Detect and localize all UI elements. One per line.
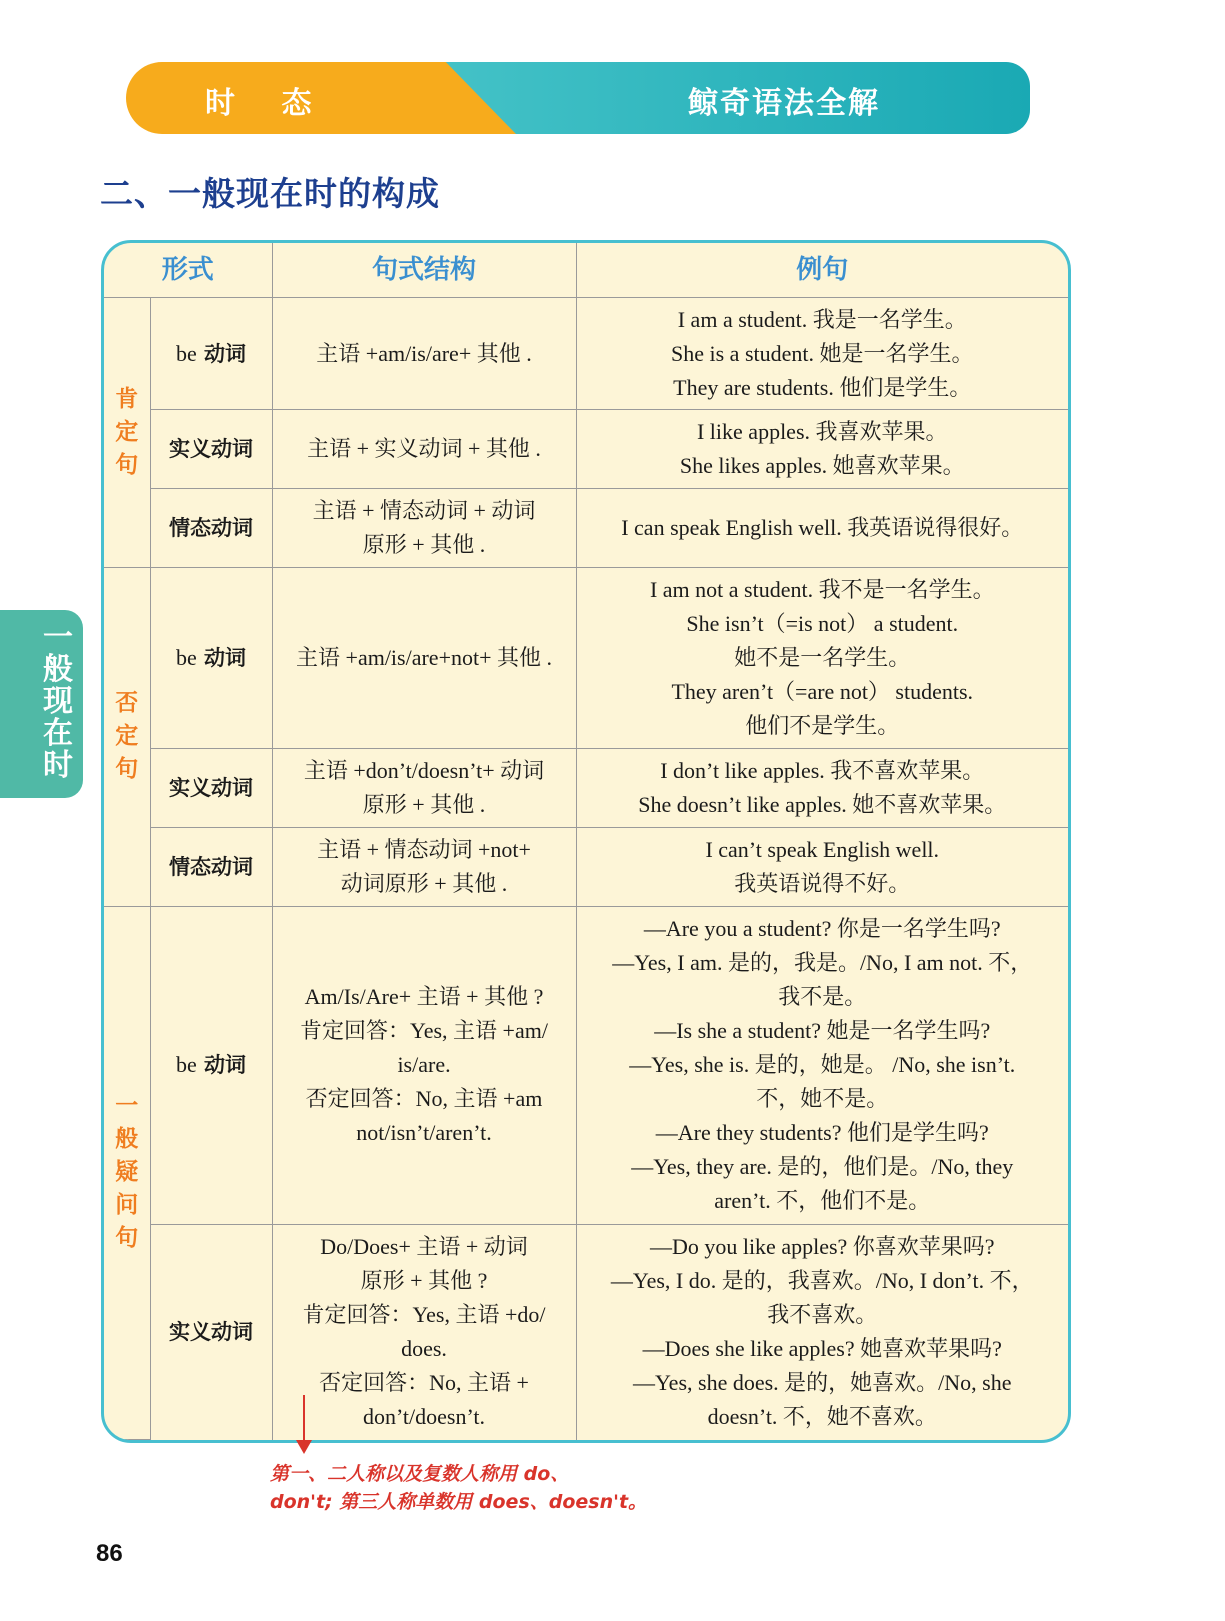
- side-tab-label: 一般现在时: [43, 620, 73, 783]
- structure-cell: 主语 +am/is/are+not+ 其他 .: [272, 567, 576, 748]
- chapter-label: 时 态: [205, 86, 330, 121]
- form-cell: be 动词: [150, 906, 272, 1224]
- header-form: 形式: [104, 243, 272, 298]
- structure-cell: 主语 +am/is/are+ 其他 .: [272, 298, 576, 410]
- example-cell: I am a student. 我是一名学生。 She is a student. 她是一名学生。 They are students. 他们是学生。: [576, 298, 1068, 410]
- example-cell: I can speak English well. 我英语说得很好。: [576, 489, 1068, 568]
- handwritten-note: 第一、二人称以及复数人称用 do、 don't; 第三人称单数用 does、doesn't。: [270, 1463, 648, 1513]
- structure-cell: 主语 + 实义动词 + 其他 .: [272, 410, 576, 489]
- header-example: 例句: [576, 243, 1068, 298]
- structure-cell: 主语 +don’t/doesn’t+ 动词 原形 + 其他 .: [272, 748, 576, 827]
- form-cell: 实义动词: [150, 748, 272, 827]
- table-row: [104, 827, 1068, 906]
- table-row: [104, 489, 1068, 568]
- grammar-table: [101, 240, 1071, 1443]
- table-row: [104, 1225, 1068, 1440]
- category-negative: 否 定 句: [104, 567, 150, 906]
- example-cell: I like apples. 我喜欢苹果。 She likes apples. 她喜欢苹果。: [576, 410, 1068, 489]
- form-cell: 情态动词: [150, 827, 272, 906]
- table-header-row: [104, 243, 1068, 298]
- section-title: 二、一般现在时的构成: [100, 174, 440, 213]
- note-arrow-head: [296, 1440, 312, 1454]
- form-cell: 情态动词: [150, 489, 272, 568]
- form-cell: 实义动词: [150, 410, 272, 489]
- example-cell: I am not a student. 我不是一名学生。 She isn’t（=is not） a student. 她不是一名学生。 They aren’t（=are not） students. 他们不是学生。: [576, 567, 1068, 748]
- structure-cell: 主语 + 情态动词 + 动词 原形 + 其他 .: [272, 489, 576, 568]
- table-row: [104, 748, 1068, 827]
- form-cell: 实义动词: [150, 1225, 272, 1440]
- table-row: [104, 906, 1068, 1224]
- note-arrow-line: [303, 1395, 305, 1445]
- page-number: 86: [96, 1540, 123, 1567]
- form-cell: be 动词: [150, 567, 272, 748]
- table-row: [104, 298, 1068, 410]
- example-cell: —Do you like apples? 你喜欢苹果吗? —Yes, I do. 是的，我喜欢。/No, I don’t. 不， 我不喜欢。 —Does she like apples? 她喜欢苹果吗? —Yes, she does. 是的，她喜欢。/No, she doesn’t. 不，她不喜欢。: [576, 1225, 1068, 1440]
- category-question: 一 般 疑 问 句: [104, 906, 150, 1439]
- category-affirmative: 肯 定 句: [104, 298, 150, 568]
- structure-cell: 主语 + 情态动词 +not+ 动词原形 + 其他 .: [272, 827, 576, 906]
- structure-cell: Am/Is/Are+ 主语 + 其他 ? 肯定回答：Yes, 主语 +am/ is/are. 否定回答：No, 主语 +am not/isn’t/aren’t.: [272, 906, 576, 1224]
- table-row: [104, 567, 1068, 748]
- form-cell: be 动词: [150, 298, 272, 410]
- table-row: [104, 410, 1068, 489]
- example-cell: —Are you a student? 你是一名学生吗? —Yes, I am. 是的，我是。/No, I am not. 不， 我不是。 —Is she a student? 她是一名学生吗? —Yes, she is. 是的，她是。 /No, she isn’t. 不，她不是。 —Are they students? 他们是学生吗? —Yes, they are. 是的，他们是。/No, they aren’t. 不，他们不是。: [576, 906, 1068, 1224]
- structure-cell: Do/Does+ 主语 + 动词 原形 + 其他 ? 肯定回答：Yes, 主语 +do/ does. 否定回答：No, 主语 + don’t/doesn’t.: [272, 1225, 576, 1440]
- book-title: 鲸奇语法全解: [688, 86, 880, 121]
- example-cell: I don’t like apples. 我不喜欢苹果。 She doesn’t like apples. 她不喜欢苹果。: [576, 748, 1068, 827]
- example-cell: I can’t speak English well. 我英语说得不好。: [576, 827, 1068, 906]
- header-structure: 句式结构: [272, 243, 576, 298]
